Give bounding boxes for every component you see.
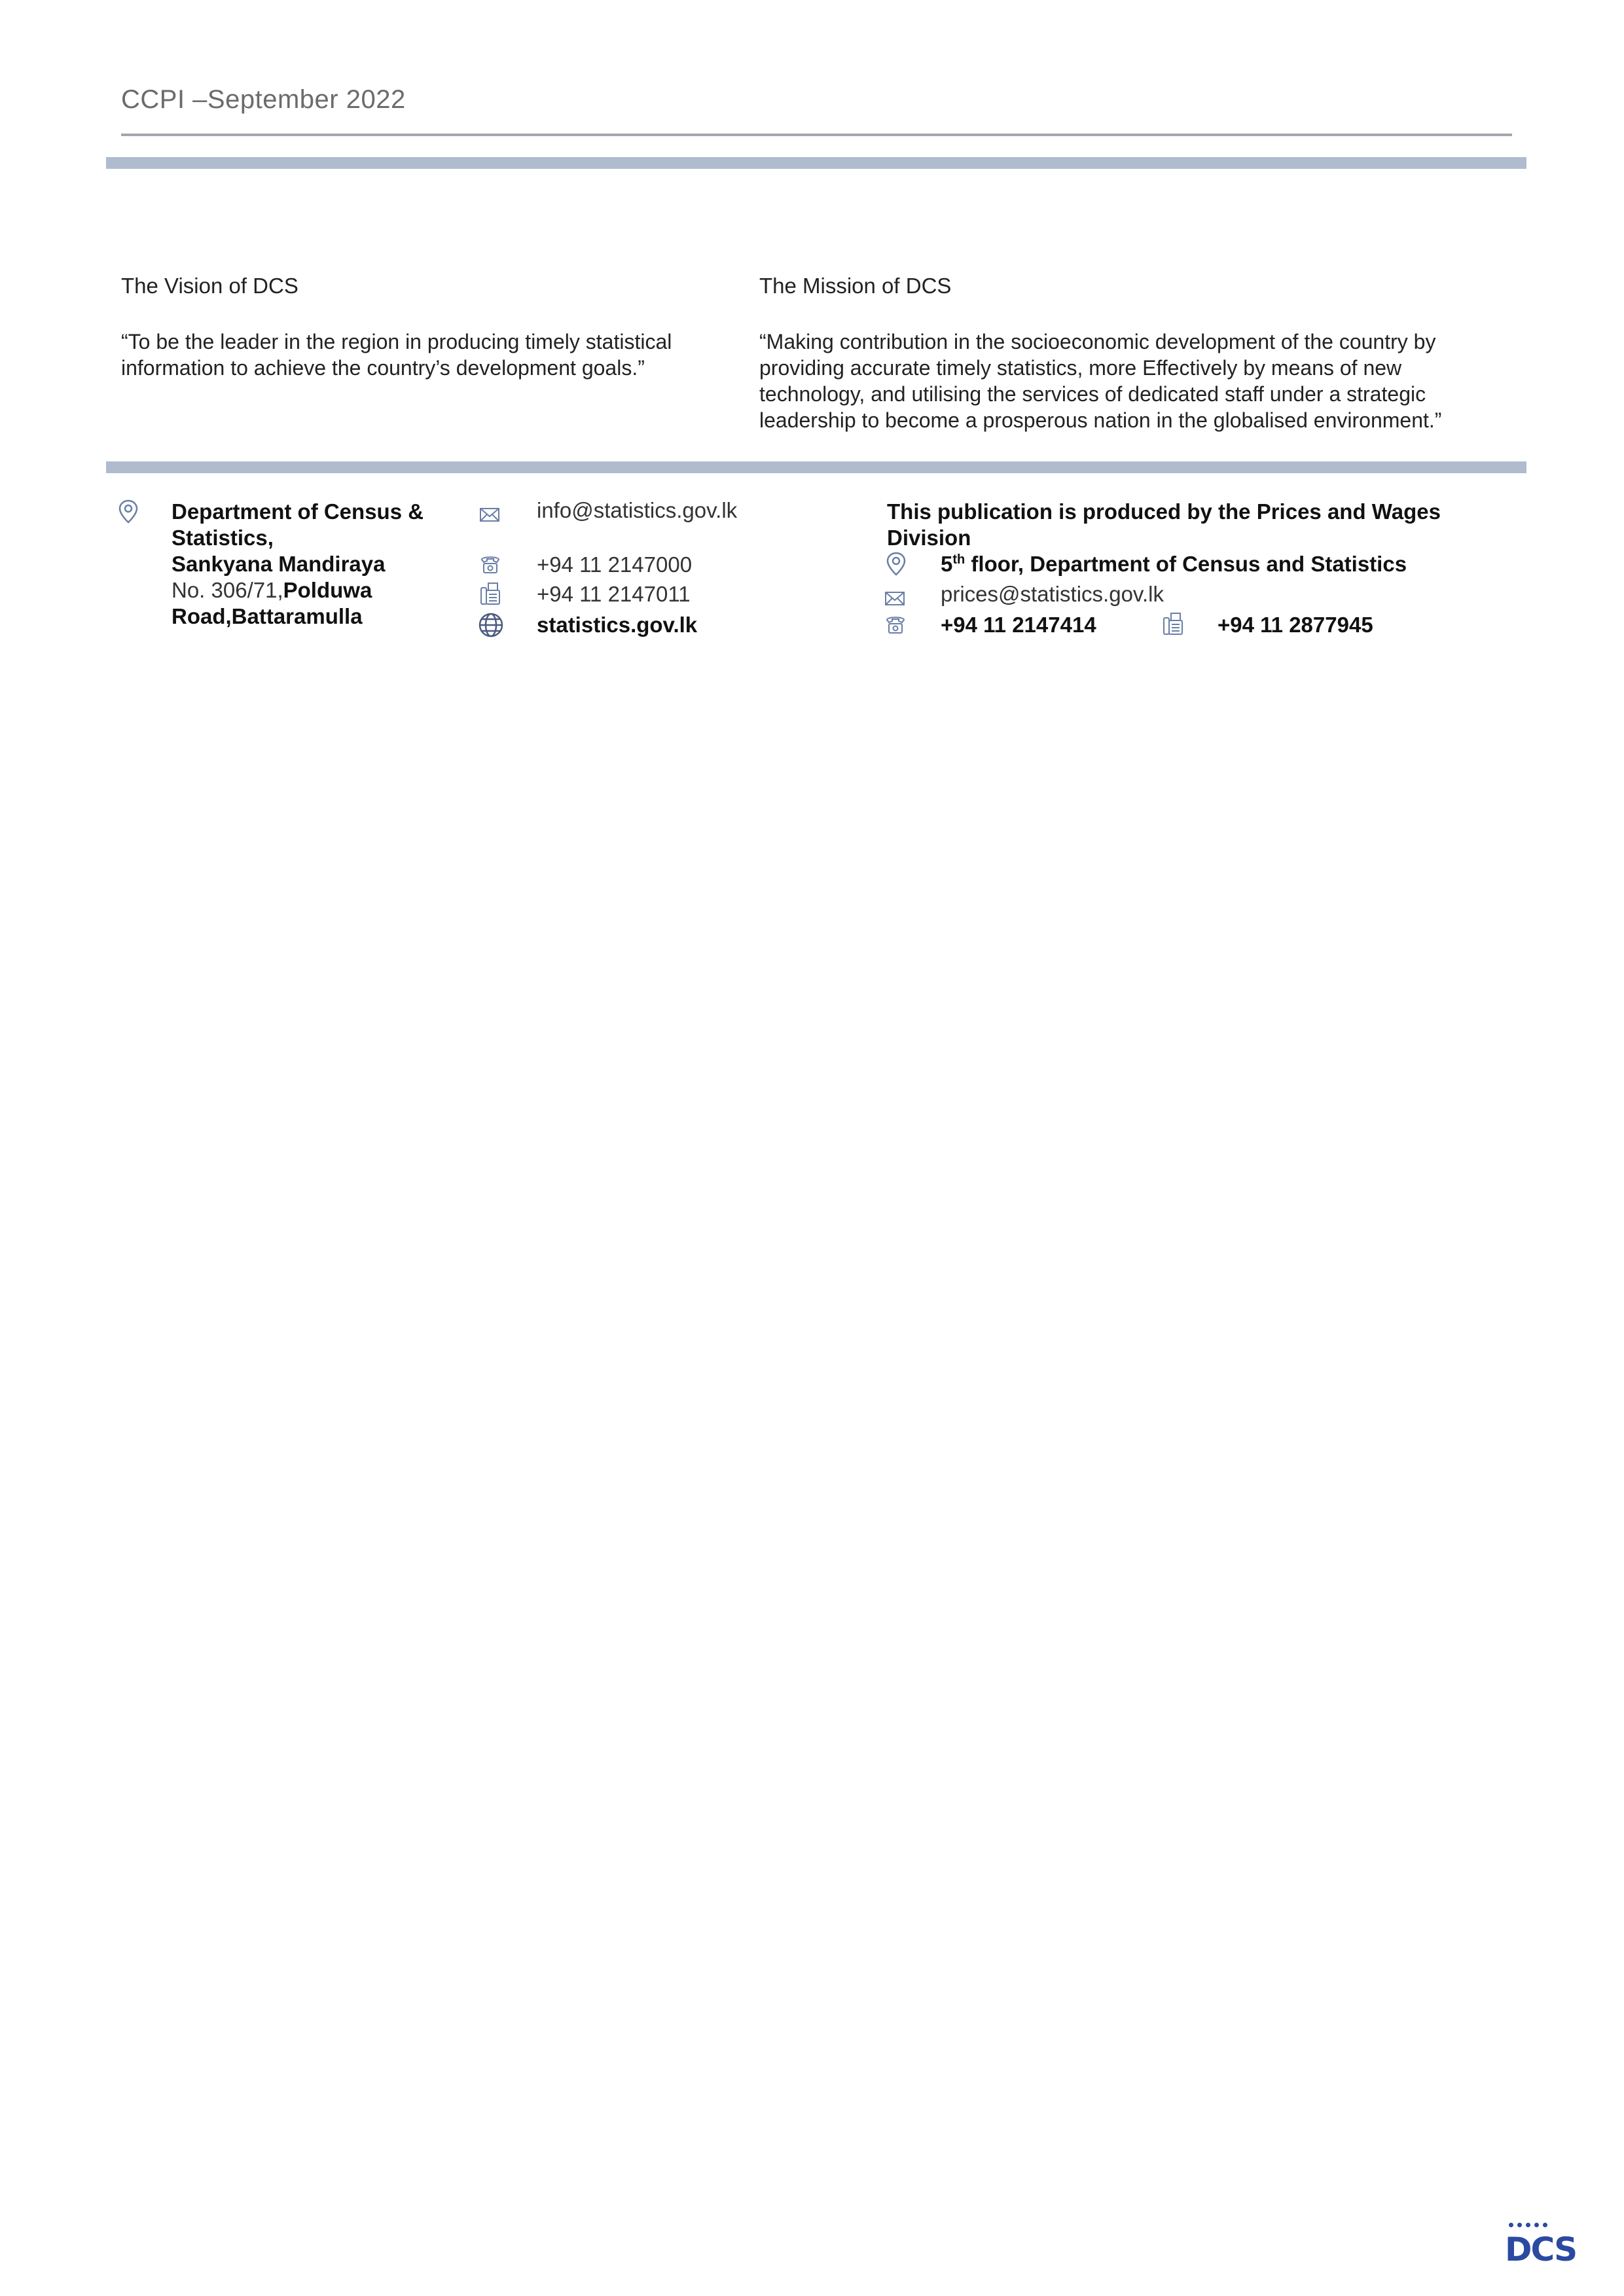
location-pin-icon	[884, 551, 908, 577]
division-fax: +94 11 2877945	[1218, 613, 1373, 637]
location-pin-icon	[117, 499, 140, 525]
fax-icon	[479, 581, 501, 606]
globe-icon	[478, 612, 504, 638]
division-line-1: This publication is produced by the Prices and Wages	[887, 499, 1441, 524]
middle-band	[106, 461, 1526, 473]
telephone-icon	[884, 613, 907, 636]
general-email-link[interactable]: info@statistics.gov.lk	[537, 498, 738, 522]
logo-dots	[1509, 2223, 1547, 2227]
floor-rest: floor, Department of Census and Statistics	[965, 552, 1407, 576]
floor-superscript: th	[952, 552, 965, 567]
dept-line-5: Road,Battaramulla	[171, 604, 363, 628]
dept-line-2: Statistics,	[171, 526, 274, 550]
envelope-icon	[479, 505, 500, 524]
dept-line-1: Department of Census &	[171, 499, 424, 524]
dept-line-4a: No. 306/71,	[171, 578, 283, 602]
telephone-icon	[479, 553, 501, 575]
general-phone: +94 11 2147000	[537, 552, 693, 577]
top-band	[106, 157, 1526, 169]
division-phone: +94 11 2147414	[941, 613, 1096, 637]
division-line-2: Division	[887, 526, 971, 550]
division-floor-address	[941, 551, 1407, 577]
dept-line-4b: Polduwa	[283, 578, 372, 602]
general-fax: +94 11 2147011	[537, 582, 691, 606]
vision-text: “To be the leader in the region in producing timely statistical information to achieve the country’s development goals.”	[121, 330, 672, 380]
vision-title: The Vision of DCS	[121, 274, 298, 298]
mission-title: The Mission of DCS	[759, 274, 952, 298]
mission-text: “Making contribution in the socioeconomic development of the country by providing accurate timely statistics, more Effectively by means of new technology, and utilising the services of dedicated staff under a strategic leadership to become a prosperous nation in the globalised environment.”	[759, 330, 1442, 432]
header-rule	[121, 134, 1512, 136]
fax-icon	[1162, 611, 1184, 636]
division-email-link[interactable]: prices@statistics.gov.lk	[941, 582, 1164, 606]
dcs-logo	[1505, 2223, 1577, 2269]
envelope-icon	[884, 589, 905, 607]
logo-text: DCS	[1505, 2231, 1577, 2269]
website-link[interactable]: statistics.gov.lk	[537, 613, 698, 637]
header-title: CCPI –September 2022	[121, 85, 406, 114]
dept-line-3: Sankyana Mandiraya	[171, 552, 386, 576]
floor-number: 5	[941, 552, 953, 576]
department-address	[171, 499, 424, 630]
